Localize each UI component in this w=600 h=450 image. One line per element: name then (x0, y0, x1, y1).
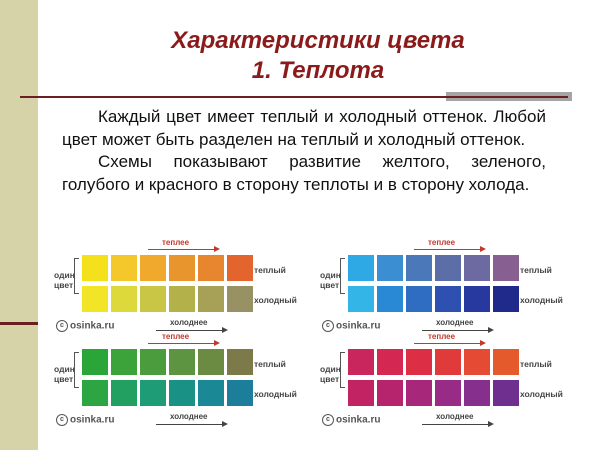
cold-swatch (493, 380, 519, 406)
slide-title (60, 26, 576, 86)
title-rule (20, 96, 568, 98)
warm-swatch (111, 349, 137, 375)
warm-swatch (140, 255, 166, 281)
warmer-arrow-icon (414, 249, 484, 250)
warmer-arrow-icon (148, 249, 218, 250)
credit (56, 320, 114, 332)
warm-swatch (82, 255, 108, 281)
warm-swatch (464, 349, 490, 375)
cold-swatch (406, 286, 432, 312)
cold-swatch (111, 380, 137, 406)
color-panel-red (318, 334, 564, 426)
bracket-icon (74, 352, 79, 388)
body-text (62, 106, 546, 196)
warmer-label: теплее (162, 332, 190, 341)
slide-title-line1: Характеристики цвета (171, 27, 465, 54)
cold-swatch (140, 380, 166, 406)
cold-swatch (140, 286, 166, 312)
warm-row-label: теплый (254, 265, 286, 275)
credit-text: osinka.ru (70, 414, 115, 426)
cold-swatch (348, 380, 374, 406)
cold-row-label: холодный (520, 389, 563, 399)
warm-swatch (82, 349, 108, 375)
copyright-icon: c (56, 414, 68, 426)
warm-swatch (377, 255, 403, 281)
cold-swatch (406, 380, 432, 406)
warm-swatch (493, 255, 519, 281)
cold-swatch (227, 286, 253, 312)
cold-swatch (169, 380, 195, 406)
cold-swatch (82, 380, 108, 406)
cold-swatch (111, 286, 137, 312)
cold-swatch (377, 380, 403, 406)
warm-swatch (435, 349, 461, 375)
warmer-label: теплее (428, 332, 456, 341)
warm-row-label: теплый (520, 359, 552, 369)
credit-text: osinka.ru (70, 320, 115, 332)
cold-swatch (198, 286, 224, 312)
warm-row-label: теплый (520, 265, 552, 275)
credit (322, 414, 380, 426)
warm-swatch (227, 255, 253, 281)
colder-arrow-icon (422, 330, 492, 331)
warm-swatch (198, 255, 224, 281)
cold-row-label: холодный (254, 295, 297, 305)
colder-arrow-icon (156, 330, 226, 331)
cold-swatch (227, 380, 253, 406)
one-color-label: один цвет (320, 364, 341, 384)
bracket-icon (340, 258, 345, 294)
warm-swatch (169, 255, 195, 281)
warm-swatch (140, 349, 166, 375)
warm-swatch (169, 349, 195, 375)
cold-swatch (348, 286, 374, 312)
cold-swatch (464, 380, 490, 406)
warm-swatch (406, 255, 432, 281)
warm-row-label: теплый (254, 359, 286, 369)
cold-row-label: холодный (254, 389, 297, 399)
one-color-label: один цвет (320, 270, 341, 290)
warm-swatch (377, 349, 403, 375)
cold-swatch (198, 380, 224, 406)
warmer-arrow-icon (148, 343, 218, 344)
cold-swatch (82, 286, 108, 312)
copyright-icon: c (322, 320, 334, 332)
credit (56, 414, 114, 426)
credit-text: osinka.ru (336, 414, 381, 426)
warm-swatch (348, 349, 374, 375)
warm-swatch (464, 255, 490, 281)
warm-swatch (435, 255, 461, 281)
color-panel-blue (318, 240, 564, 332)
color-panel-green (52, 334, 298, 426)
bracket-icon (340, 352, 345, 388)
cold-swatch (464, 286, 490, 312)
body-paragraph-1: Каждый цвет имеет теплый и холодный оттенок. Любой цвет может быть разделен на теплый и холодный оттенок. (62, 107, 546, 149)
warm-swatch (406, 349, 432, 375)
left-accent-band (0, 0, 38, 450)
cold-row-label: холодный (520, 295, 563, 305)
cold-swatch (169, 286, 195, 312)
warmer-label: теплее (428, 238, 456, 247)
cold-swatch (377, 286, 403, 312)
warmer-label: теплее (162, 238, 190, 247)
color-panel-yellow (52, 240, 298, 332)
credit-text: osinka.ru (336, 320, 381, 332)
warm-swatch (111, 255, 137, 281)
bracket-icon (74, 258, 79, 294)
colder-label: холоднее (170, 318, 208, 327)
colder-label: холоднее (170, 412, 208, 421)
warm-swatch (493, 349, 519, 375)
warm-swatch (198, 349, 224, 375)
warmer-arrow-icon (414, 343, 484, 344)
colder-label: холоднее (436, 412, 474, 421)
copyright-icon: c (56, 320, 68, 332)
colder-label: холоднее (436, 318, 474, 327)
credit (322, 320, 380, 332)
one-color-label: один цвет (54, 270, 75, 290)
colder-arrow-icon (156, 424, 226, 425)
body-paragraph-2: Схемы показывают развитие желтого, зеленого, голубого и красного в сторону теплоты и в сторону холода. (62, 152, 546, 194)
warm-swatch (348, 255, 374, 281)
colder-arrow-icon (422, 424, 492, 425)
cold-swatch (435, 286, 461, 312)
slide-title-line2: 1. Теплота (251, 57, 385, 84)
warm-swatch (227, 349, 253, 375)
cold-swatch (493, 286, 519, 312)
copyright-icon: c (322, 414, 334, 426)
cold-swatch (435, 380, 461, 406)
one-color-label: один цвет (54, 364, 75, 384)
left-band-divider (0, 322, 38, 325)
